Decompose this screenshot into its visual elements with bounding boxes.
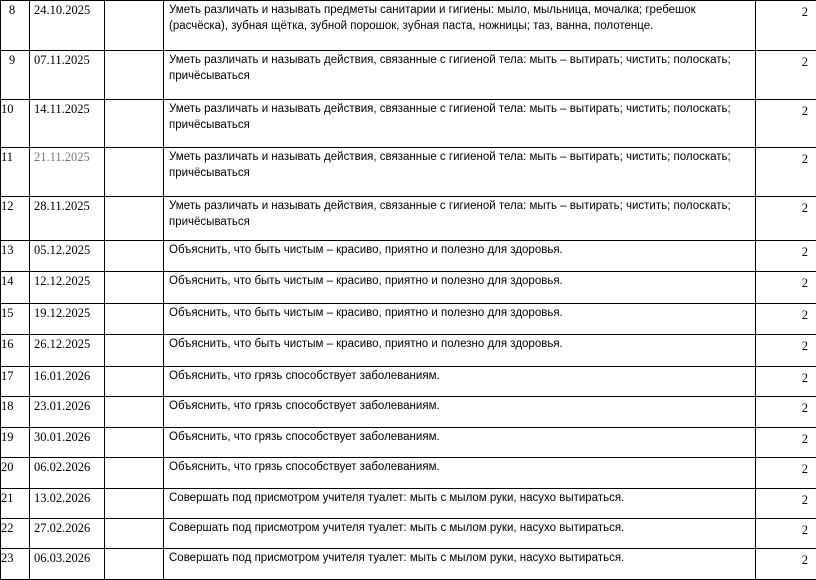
table-row (1, 397, 816, 427)
row-hours: 2 (756, 335, 816, 366)
row-date: 24.10.2025 (30, 1, 105, 51)
table-row (1, 427, 816, 457)
table-row (1, 549, 816, 580)
row-topic: Объяснить, что быть чистым – красиво, приятно и полезно для здоровья. (164, 272, 756, 303)
table-row (1, 458, 816, 488)
row-hours: 2 (756, 366, 816, 396)
table-row (1, 240, 816, 271)
row-number: 17 (1, 366, 30, 396)
row-topic: Уметь различать и называть предметы санитарии и гигиены: мыло, мыльница, мочалка; гребешок (расчёска), зубная щётка, зубной порошок, зубная паста, ножницы; таз, ванна, полотенце. (164, 1, 756, 51)
row-hours: 2 (756, 272, 816, 303)
row-number: 12 (1, 197, 30, 241)
row-number: 8 (1, 1, 30, 51)
row-date: 26.12.2025 (30, 335, 105, 366)
table-row (1, 50, 816, 99)
row-date: 21.11.2025 (30, 148, 105, 197)
empty-cell (105, 148, 164, 197)
row-hours: 2 (756, 518, 816, 548)
empty-cell (105, 303, 164, 334)
table-row (1, 99, 816, 148)
row-date: 28.11.2025 (30, 197, 105, 241)
row-topic: Объяснить, что быть чистым – красиво, приятно и полезно для здоровья. (164, 240, 756, 271)
table-row (1, 488, 816, 518)
row-number: 21 (1, 488, 30, 518)
row-hours: 2 (756, 303, 816, 334)
empty-cell (105, 488, 164, 518)
table-row (1, 148, 816, 197)
row-number: 13 (1, 240, 30, 271)
row-date: 06.02.2026 (30, 458, 105, 488)
table-row (1, 272, 816, 303)
row-number: 22 (1, 518, 30, 548)
row-date: 30.01.2026 (30, 427, 105, 457)
row-topic: Совершать под присмотром учителя туалет: мыть с мылом руки, насухо вытираться. (164, 488, 756, 518)
row-date: 12.12.2025 (30, 272, 105, 303)
empty-cell (105, 397, 164, 427)
row-hours: 2 (756, 240, 816, 271)
row-hours: 2 (756, 50, 816, 99)
row-topic: Объяснить, что грязь способствует заболеваниям. (164, 366, 756, 396)
row-topic: Объяснить, что грязь способствует заболеваниям. (164, 458, 756, 488)
row-date: 06.03.2026 (30, 549, 105, 580)
row-number: 14 (1, 272, 30, 303)
row-date: 14.11.2025 (30, 99, 105, 148)
table-row (1, 518, 816, 548)
empty-cell (105, 1, 164, 51)
row-number: 11 (1, 148, 30, 197)
row-number: 10 (1, 99, 30, 148)
row-date: 27.02.2026 (30, 518, 105, 548)
empty-cell (105, 427, 164, 457)
row-topic: Объяснить, что грязь способствует заболеваниям. (164, 427, 756, 457)
row-date: 23.01.2026 (30, 397, 105, 427)
row-topic: Уметь различать и называть действия, связанные с гигиеной тела: мыть – вытирать; чистить; полоскать; причёсываться (164, 50, 756, 99)
table-row (1, 335, 816, 366)
row-hours: 2 (756, 148, 816, 197)
row-hours: 2 (756, 197, 816, 241)
row-hours: 2 (756, 397, 816, 427)
row-hours: 2 (756, 549, 816, 580)
empty-cell (105, 240, 164, 271)
row-hours: 2 (756, 99, 816, 148)
row-date: 05.12.2025 (30, 240, 105, 271)
row-topic: Уметь различать и называть действия, связанные с гигиеной тела: мыть – вытирать; чистить; полоскать; причёсываться (164, 148, 756, 197)
table-row (1, 303, 816, 334)
empty-cell (105, 458, 164, 488)
empty-cell (105, 335, 164, 366)
empty-cell (105, 272, 164, 303)
table-row (1, 1, 816, 51)
row-number: 9 (1, 50, 30, 99)
row-hours: 2 (756, 458, 816, 488)
row-hours: 2 (756, 1, 816, 51)
empty-cell (105, 99, 164, 148)
empty-cell (105, 518, 164, 548)
row-hours: 2 (756, 427, 816, 457)
empty-cell (105, 366, 164, 396)
row-number: 19 (1, 427, 30, 457)
row-number: 18 (1, 397, 30, 427)
empty-cell (105, 549, 164, 580)
row-date: 07.11.2025 (30, 50, 105, 99)
table-row (1, 366, 816, 396)
row-number: 16 (1, 335, 30, 366)
empty-cell (105, 197, 164, 241)
row-number: 20 (1, 458, 30, 488)
row-number: 15 (1, 303, 30, 334)
row-topic: Уметь различать и называть действия, связанные с гигиеной тела: мыть – вытирать; чистить; полоскать; причёсываться (164, 197, 756, 241)
row-number: 23 (1, 549, 30, 580)
row-date: 13.02.2026 (30, 488, 105, 518)
row-date: 16.01.2026 (30, 366, 105, 396)
table-row (1, 197, 816, 241)
row-date: 19.12.2025 (30, 303, 105, 334)
row-topic: Объяснить, что быть чистым – красиво, приятно и полезно для здоровья. (164, 335, 756, 366)
row-topic: Совершать под присмотром учителя туалет: мыть с мылом руки, насухо вытираться. (164, 549, 756, 580)
row-topic: Уметь различать и называть действия, связанные с гигиеной тела: мыть – вытирать; чистить; полоскать; причёсываться (164, 99, 756, 148)
row-hours: 2 (756, 488, 816, 518)
row-topic: Объяснить, что грязь способствует заболеваниям. (164, 397, 756, 427)
empty-cell (105, 50, 164, 99)
row-topic: Совершать под присмотром учителя туалет: мыть с мылом руки, насухо вытираться. (164, 518, 756, 548)
row-topic: Объяснить, что быть чистым – красиво, приятно и полезно для здоровья. (164, 303, 756, 334)
